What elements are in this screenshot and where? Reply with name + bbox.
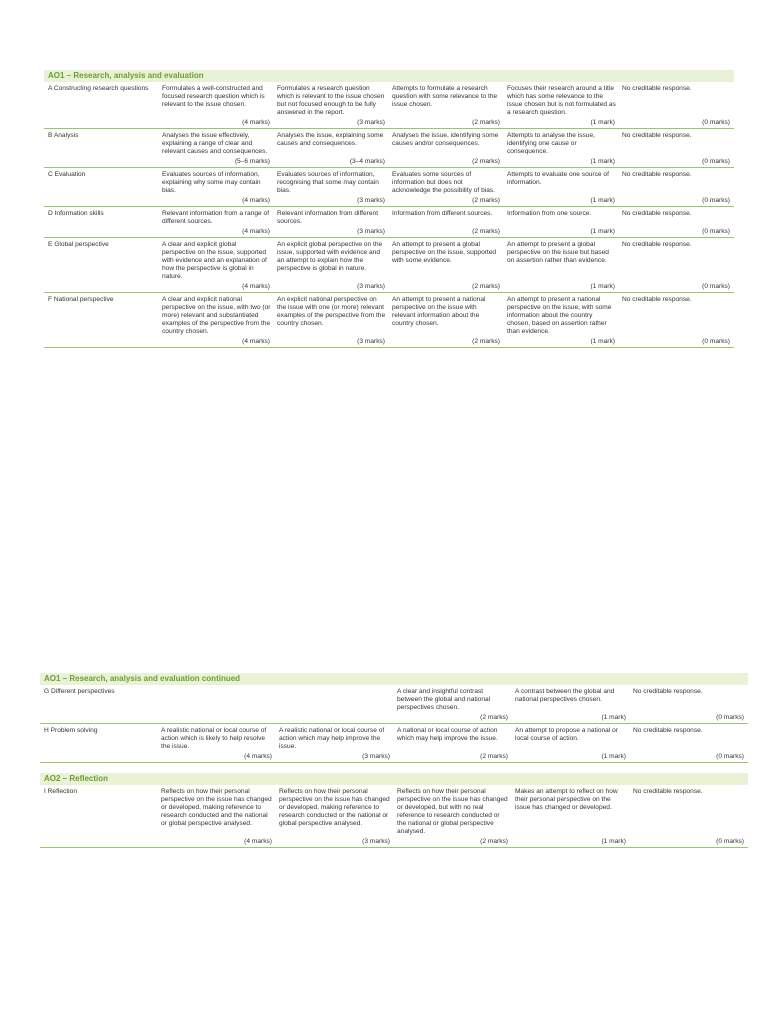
descriptor-cell: Evaluates sources of information, explaining why some may contain bias.	[162, 171, 261, 194]
descriptor-cell: An explicit global perspective on the issue, supported with evidence and an attempt to explain how the perspective is global in nature.	[277, 241, 383, 272]
marks-value: (1 mark)	[590, 283, 615, 290]
rubric-row	[40, 785, 748, 836]
marks-row	[40, 751, 748, 763]
marks-value: (0 marks)	[716, 838, 744, 845]
marks-value: (4 marks)	[242, 119, 270, 126]
descriptor-cell: Analyses the issue, identifying some causes and/or consequences.	[392, 132, 499, 147]
marks-value	[276, 712, 394, 724]
marks-value: (0 marks)	[702, 338, 730, 345]
criterion-label: E Global perspective	[48, 241, 109, 248]
marks-spacer	[44, 281, 159, 293]
descriptor-cell: Focuses their research around a title which has some relevance to the issue chosen but is not formulated as a research question.	[507, 85, 616, 116]
descriptor-cell: An attempt to present a national perspective on the issue with relevant information about the country chosen.	[392, 296, 486, 327]
rubric-table	[44, 82, 734, 348]
rubric-row	[44, 129, 734, 157]
criterion-label: F National perspective	[48, 296, 114, 303]
descriptor-cell: No creditable response.	[622, 241, 692, 248]
descriptor-cell: No creditable response.	[622, 296, 692, 303]
marks-spacer	[44, 336, 159, 348]
marks-value: (2 marks)	[472, 338, 500, 345]
marks-value: (0 marks)	[702, 228, 730, 235]
marks-row	[40, 836, 748, 848]
marks-value: (1 mark)	[601, 753, 626, 760]
descriptor-cell: A contrast between the global and national perspectives chosen.	[515, 688, 615, 703]
marks-value: (2 marks)	[472, 197, 500, 204]
marks-spacer	[44, 195, 159, 207]
descriptor-cell: No creditable response.	[633, 727, 703, 734]
criterion-label: G Different perspectives	[44, 688, 115, 695]
marks-spacer	[44, 156, 159, 168]
marks-value: (2 marks)	[472, 228, 500, 235]
marks-value: (2 marks)	[480, 714, 508, 721]
criterion-label: D Information skills	[48, 210, 104, 217]
descriptor-cell: No creditable response.	[622, 210, 692, 217]
descriptor-cell: No creditable response.	[633, 688, 703, 695]
marks-value: (3 marks)	[357, 119, 385, 126]
marks-value: (0 marks)	[702, 283, 730, 290]
section-title: AO1 – Research, analysis and evaluation continued	[40, 673, 748, 685]
rubric-row	[44, 238, 734, 282]
marks-value: (3–4 marks)	[349, 158, 385, 165]
marks-value: (4 marks)	[244, 753, 272, 760]
rubric-row	[40, 724, 748, 752]
descriptor-cell: A clear and insightful contrast between the global and national perspectives chosen.	[397, 688, 491, 711]
descriptor-cell	[276, 685, 394, 712]
rubric-row	[40, 685, 748, 712]
marks-value: (2 marks)	[472, 119, 500, 126]
marks-value: (3 marks)	[362, 753, 390, 760]
marks-value: (1 mark)	[590, 228, 615, 235]
rubric-table	[40, 685, 748, 763]
marks-value	[158, 712, 276, 724]
descriptor-cell: A clear and explicit national perspective on the issue, with two (or more) relevant and substantiated examples of the perspective from the country chosen.	[162, 296, 271, 335]
descriptor-cell: Analyses the issue effectively, explaining a range of clear and relevant causes and consequences.	[162, 132, 268, 155]
descriptor-cell: A realistic national or local course of action which is likely to help resolve the issue.	[161, 727, 267, 750]
descriptor-cell: Evaluates sources of information, recognising that some may contain bias.	[277, 171, 379, 194]
descriptor-cell: An explicit national perspective on the issue with one (or more) relevant examples of the perspective from the country chosen.	[277, 296, 386, 327]
descriptor-cell: Analyses the issue, explaining some causes and consequences.	[277, 132, 384, 147]
marks-spacer	[44, 117, 159, 129]
descriptor-cell: An attempt to propose a national or local course of action.	[515, 727, 619, 742]
marks-value: (0 marks)	[702, 158, 730, 165]
marks-row	[44, 226, 734, 238]
marks-value: (3 marks)	[362, 838, 390, 845]
descriptor-cell: An attempt to present a global perspective on the issue but based on assertion rather than evidence.	[507, 241, 609, 264]
marks-value: (4 marks)	[244, 838, 272, 845]
descriptor-cell: Information from one source.	[507, 210, 592, 217]
descriptor-cell: Reflects on how their personal perspective on the issue has changed or developed, but with no real reference to research conducted or the national or global perspective analysed.	[397, 788, 508, 835]
marks-value: (4 marks)	[242, 338, 270, 345]
descriptor-cell: Information from different sources.	[392, 210, 493, 217]
descriptor-cell: Formulates a well-constructed and focused research question which is relevant to the issue chosen.	[162, 85, 265, 108]
marks-spacer	[44, 226, 159, 238]
marks-row	[44, 281, 734, 293]
descriptor-cell: Relevant information from different sources.	[277, 210, 379, 225]
rubric-row	[44, 293, 734, 337]
descriptor-cell: No creditable response.	[622, 171, 692, 178]
descriptor-cell: Reflects on how their personal perspective on the issue has changed or developed, making reference to research conducted or the national or global perspective analysed.	[279, 788, 390, 827]
marks-value: (0 marks)	[702, 197, 730, 204]
marks-value: (1 mark)	[601, 838, 626, 845]
criterion-label: H Problem solving	[44, 727, 98, 734]
descriptor-cell: Reflects on how their personal perspective on the issue has changed or developed, making reference to research conducted and the national or global perspective analysed.	[161, 788, 272, 827]
section-title: AO1 – Research, analysis and evaluation	[44, 70, 734, 82]
section-ao1-research	[44, 70, 734, 348]
criterion-label: I Reflection	[44, 788, 77, 795]
marks-value: (3 marks)	[357, 197, 385, 204]
rubric-row	[44, 82, 734, 117]
marks-value: (3 marks)	[357, 228, 385, 235]
marks-value: (0 marks)	[716, 753, 744, 760]
marks-value: (4 marks)	[242, 197, 270, 204]
descriptor-cell: Attempts to formulate a research question with some relevance to the issue chosen.	[392, 85, 498, 108]
marks-value: (1 mark)	[590, 119, 615, 126]
marks-value: (2 marks)	[480, 753, 508, 760]
descriptor-cell: A realistic national or local course of action which may help improve the issue.	[279, 727, 385, 750]
marks-value: (1 mark)	[601, 714, 626, 721]
descriptor-cell	[158, 685, 276, 712]
marks-value: (2 marks)	[472, 283, 500, 290]
marks-value: (1 mark)	[590, 338, 615, 345]
marks-value: (3 marks)	[357, 283, 385, 290]
descriptor-cell: Evaluates some sources of information but does not acknowledge the possibility of bias.	[392, 171, 495, 194]
marks-value: (4 marks)	[242, 283, 270, 290]
marks-row	[44, 156, 734, 168]
criterion-label: C Evaluation	[48, 171, 86, 178]
marks-value: (1 mark)	[590, 197, 615, 204]
rubric-row	[44, 168, 734, 196]
marks-row	[44, 117, 734, 129]
rubric-table	[40, 785, 748, 848]
marks-spacer	[40, 836, 158, 848]
marks-spacer	[40, 751, 158, 763]
marks-value: (5–6 marks)	[234, 158, 270, 165]
marks-spacer	[40, 712, 158, 724]
descriptor-cell: No creditable response.	[622, 132, 692, 139]
marks-row	[40, 712, 748, 724]
descriptor-cell: A national or local course of action which may help improve the issue.	[397, 727, 498, 742]
marks-value: (2 marks)	[480, 838, 508, 845]
descriptor-cell: Makes an attempt to reflect on how their personal perspective on the issue has changed or developed.	[515, 788, 618, 811]
marks-value: (3 marks)	[357, 338, 385, 345]
marks-value: (2 marks)	[472, 158, 500, 165]
marks-row	[44, 336, 734, 348]
rubric-row	[44, 207, 734, 227]
descriptor-cell: Attempts to evaluate one source of information.	[507, 171, 609, 186]
criterion-label: A Constructing research questions	[48, 85, 149, 92]
marks-value: (1 mark)	[590, 158, 615, 165]
marks-value: (0 marks)	[702, 119, 730, 126]
descriptor-cell: Relevant information from a range of different sources.	[162, 210, 270, 225]
marks-value: (0 marks)	[716, 714, 744, 721]
section-title: AO2 – Reflection	[40, 773, 748, 785]
descriptor-cell: No creditable response.	[633, 788, 703, 795]
marks-value: (4 marks)	[242, 228, 270, 235]
section-ao1-continued	[40, 673, 748, 848]
descriptor-cell: An attempt to present a global perspective on the issue, supported with some evidence.	[392, 241, 497, 264]
descriptor-cell: An attempt to present a national perspective on the issue, with some information about the country chosen, based on assertion rather than evidence.	[507, 296, 612, 335]
descriptor-cell: Formulates a research question which is relevant to the issue chosen but not focused enough to be fully answered in the report.	[277, 85, 385, 116]
descriptor-cell: Attempts to analyse the issue, identifying one cause or consequence.	[507, 132, 595, 155]
criterion-label: B Analysis	[48, 132, 79, 139]
descriptor-cell: A clear and explicit global perspective on the issue, supported with evidence and an explanation of how the perspective is global in nature.	[162, 241, 267, 280]
descriptor-cell: No creditable response.	[622, 85, 692, 92]
marks-row	[44, 195, 734, 207]
